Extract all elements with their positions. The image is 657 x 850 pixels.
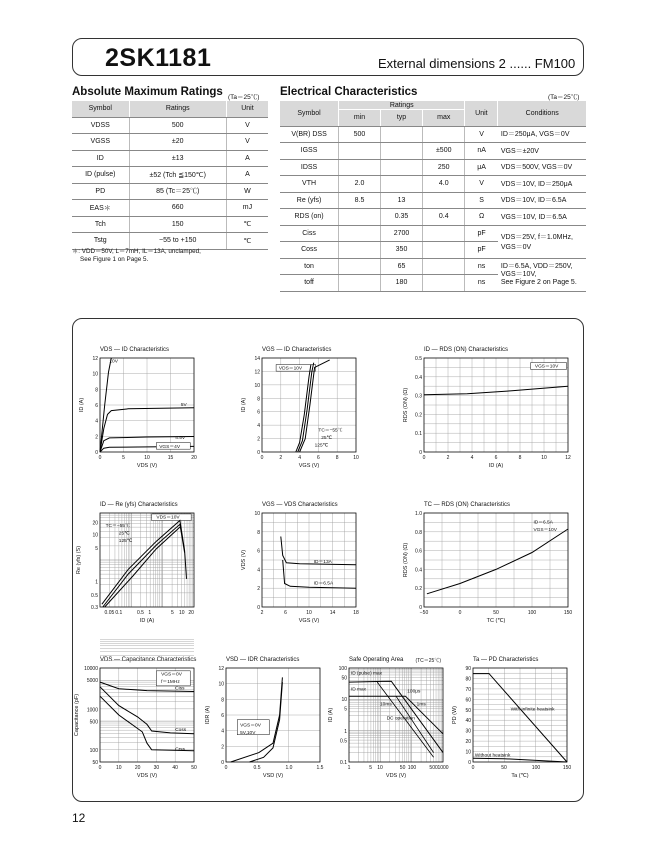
y-tick-label: 2 <box>95 434 98 441</box>
x-tick-label: 6 <box>494 455 498 461</box>
x-tick-label: 4 <box>298 455 301 461</box>
y-tick-label: 90 <box>465 666 471 672</box>
col-ratings: Ratings <box>339 101 465 110</box>
table-cell: EAS＊ <box>72 200 129 217</box>
y-axis-label: Re (yfs) (S) <box>76 545 82 575</box>
curve-label: 125℃ <box>314 443 329 449</box>
x-tick-label: 100 <box>531 765 541 771</box>
x-tick-label: 2 <box>279 455 283 461</box>
x-tick-label: 0 <box>458 610 462 616</box>
y-tick-label: 1000 <box>86 707 98 714</box>
x-tick-label: 6 <box>284 610 287 616</box>
table-cell: ton <box>280 258 339 275</box>
curve-label: VGS＝10V <box>534 364 559 370</box>
abs-max-note: ＊: VDD＝50V, L＝7mH, IL＝13A, unclamped, See Figure 1 on Page 5. <box>72 248 201 263</box>
curve-label: VGS＝0V <box>240 723 261 729</box>
x-axis-label: VDS (V) <box>385 773 407 779</box>
y-tick-label: 8 <box>221 697 224 704</box>
curve-label: Ciss <box>175 686 185 692</box>
table-cell: ℃ <box>226 216 268 233</box>
y-tick-label: 70 <box>465 686 471 693</box>
table-cell: VDSS <box>72 117 129 134</box>
col-max: max <box>423 110 465 127</box>
graph-title: VGS — ID Characteristics <box>262 347 332 353</box>
x-tick-label: 20 <box>134 765 141 771</box>
table-cell: 500 <box>129 117 226 134</box>
graph-g1 <box>79 347 197 469</box>
table-cell: W <box>226 183 268 200</box>
table-cell: 150 <box>129 216 226 233</box>
graph-title: Safe Operating Area <box>349 657 404 663</box>
y-tick-label: 14 <box>254 356 260 362</box>
x-tick-label: 40 <box>172 765 178 771</box>
curve-label: Crss <box>175 747 186 753</box>
table-cell: 2700 <box>380 225 422 242</box>
col-typ: typ <box>380 110 422 127</box>
col-unit: Unit <box>226 101 268 117</box>
y-tick-label: 8 <box>257 396 260 403</box>
y-axis-label: ID (A) <box>328 707 334 723</box>
y-tick-label: 1.0 <box>415 511 422 517</box>
graph-g5 <box>241 502 359 624</box>
col-unit: Unit <box>465 101 498 126</box>
x-tick-label: 50 <box>191 765 197 771</box>
graph-g4 <box>76 502 194 624</box>
y-axis-label: ID (A) <box>79 397 85 413</box>
data-curve <box>396 696 434 752</box>
x-tick-label: 1 <box>148 610 152 616</box>
y-tick-label: 4 <box>257 567 260 574</box>
data-curve <box>105 527 180 607</box>
x-tick-label: 10 <box>377 765 383 771</box>
x-tick-label: 0 <box>98 455 102 461</box>
y-axis-label: ID (A) <box>241 397 247 413</box>
x-tick-label: 10 <box>116 765 122 771</box>
x-tick-label: 8 <box>335 455 339 461</box>
table-cell: VTH <box>280 176 339 193</box>
graph-title: VGS — VDS Characteristics <box>262 502 338 508</box>
y-tick-label: 12 <box>92 356 98 362</box>
curve-label: ID (pulse) max <box>350 671 383 677</box>
curve-label: VDS＝10V <box>278 366 303 372</box>
x-tick-label: 20 <box>191 455 197 461</box>
y-tick-label: 0.4 <box>415 567 422 574</box>
table-cell: Ciss <box>280 225 339 242</box>
graph-g3 <box>403 347 571 469</box>
x-tick-label: 18 <box>353 610 359 616</box>
x-tick-label: 50 <box>493 610 499 616</box>
x-tick-label: 2 <box>260 610 264 616</box>
curve-label: 5V <box>180 402 187 408</box>
table-cell: VDS＝25V, f＝1.0MHz, VGS＝0V <box>498 225 586 258</box>
y-tick-label: 4 <box>95 418 98 425</box>
graph-title: ID — RDS (ON) Characteristics <box>424 347 509 353</box>
abs-max-title: Absolute Maximum Ratings <box>72 86 223 98</box>
table-cell: VDS＝10V, ID＝6.5A <box>498 192 586 209</box>
table-cell: VDS＝500V, VGS＝0V <box>498 159 586 176</box>
x-tick-label: 0 <box>98 765 102 771</box>
y-tick-label: 0.5 <box>340 738 347 745</box>
x-tick-label: 2 <box>446 455 450 461</box>
y-tick-label: 0 <box>257 605 260 611</box>
table-cell: IGSS <box>280 143 339 160</box>
y-tick-label: 100 <box>338 666 347 672</box>
y-tick-label: 10000 <box>84 666 98 672</box>
x-tick-label: 30 <box>153 765 160 771</box>
y-tick-label: 12 <box>218 666 224 672</box>
y-tick-label: 6 <box>221 713 224 719</box>
curve-label: Coss <box>175 727 187 733</box>
x-axis-label: VGS (V) <box>298 463 320 469</box>
curve-label: 10ms <box>380 702 392 708</box>
elec-title: Electrical Characteristics <box>280 86 418 98</box>
table-cell: V(BR) DSS <box>280 126 339 143</box>
table-cell: Ω <box>465 209 498 226</box>
graph-g6 <box>403 502 572 624</box>
curve-label: 125℃ <box>118 539 133 545</box>
table-cell: VDS＝10V, ID＝250μA <box>498 176 586 193</box>
table-cell: 4.0 <box>423 176 465 193</box>
table-cell: Coss <box>280 242 339 259</box>
y-tick-label: 8 <box>257 529 260 536</box>
table-cell: pF <box>465 242 498 259</box>
x-tick-label: 100 <box>407 765 417 771</box>
y-tick-label: 10 <box>341 697 347 704</box>
y-tick-label: 0 <box>419 450 422 456</box>
curve-label: Without heatsink <box>474 753 511 759</box>
table-cell: −55 to +150 <box>129 233 226 250</box>
curve-label: 4.5V <box>175 435 186 441</box>
x-tick-label: 20 <box>188 610 194 616</box>
table-cell: 0.35 <box>380 209 422 226</box>
x-tick-label: 100 <box>527 610 537 616</box>
x-tick-label: 10 <box>178 610 185 616</box>
y-tick-label: 1 <box>95 579 98 586</box>
table-cell: VGS＝10V, ID＝6.5A <box>498 209 586 226</box>
y-tick-label: 12 <box>254 369 260 376</box>
x-tick-label: 10 <box>541 455 547 461</box>
curve-label: 100μs <box>407 689 421 695</box>
y-tick-label: 0.1 <box>415 431 422 438</box>
x-tick-label: 5 <box>369 765 373 771</box>
x-tick-label: 10 <box>353 455 359 461</box>
x-tick-label: 0 <box>224 765 228 771</box>
external-dimensions: External dimensions 2 ...... FM100 <box>378 56 576 71</box>
table-cell: Tch <box>72 216 129 233</box>
x-tick-label: 1.0 <box>285 765 293 771</box>
y-axis-label: VDS (V) <box>241 549 247 571</box>
graph-title: ID — Re (yfs) Characteristics <box>100 502 178 508</box>
x-tick-label: 12 <box>565 455 571 461</box>
table-cell: ±500 <box>423 143 465 160</box>
x-tick-label: 150 <box>562 765 572 771</box>
x-axis-label: VDS (V) <box>136 463 158 469</box>
graph-title: VDS — ID Characteristics <box>100 347 170 353</box>
graph-g2 <box>241 347 359 469</box>
curve-label: 5V,10V <box>240 730 256 736</box>
x-tick-label: 500 <box>429 765 438 771</box>
table-cell: 2.0 <box>339 176 381 193</box>
x-tick-label: 50 <box>399 765 406 771</box>
x-tick-label: 0.05 <box>104 610 115 616</box>
y-tick-label: 0.3 <box>415 393 422 400</box>
x-tick-label: 1000 <box>437 765 449 771</box>
x-tick-label: 15 <box>167 455 174 461</box>
graph-g10 <box>452 657 571 779</box>
table-cell: V <box>226 134 268 151</box>
y-tick-label: 100 <box>89 747 98 754</box>
table-cell: 13 <box>380 192 422 209</box>
table-cell: nA <box>465 143 498 160</box>
y-tick-label: 0.5 <box>91 592 98 599</box>
abs-max-cond: (Ta＝25℃) <box>228 94 260 101</box>
y-tick-label: 0 <box>257 450 260 456</box>
y-tick-label: 0 <box>419 605 422 611</box>
x-tick-label: 14 <box>329 610 336 616</box>
graph-title: VDS — Capacitance Characteristics <box>100 657 197 663</box>
y-tick-label: 0.2 <box>415 586 422 593</box>
table-cell: ±20 <box>129 134 226 151</box>
table-cell: A <box>226 167 268 184</box>
y-tick-label: 50 <box>92 760 98 766</box>
y-tick-label: 0.6 <box>415 548 422 555</box>
y-tick-label: 10 <box>92 532 98 539</box>
curve-label: f＝1MHz <box>161 680 180 686</box>
table-cell: VGS＝±20V <box>498 143 586 160</box>
y-tick-label: 5 <box>344 706 347 713</box>
y-tick-label: 10 <box>218 681 224 688</box>
table-cell: V <box>465 126 498 143</box>
y-axis-label: IDR (A) <box>205 705 211 725</box>
graph-g8 <box>205 657 324 779</box>
x-tick-label: 4 <box>470 455 474 461</box>
table-cell: μA <box>465 159 498 176</box>
data-curve <box>427 529 568 594</box>
y-tick-label: 0 <box>221 760 224 766</box>
curve-label: ID＝6.5A <box>533 520 553 526</box>
table-cell: S <box>465 192 498 209</box>
x-tick-label: 0 <box>260 455 264 461</box>
y-tick-label: 40 <box>465 718 471 725</box>
x-tick-label: 10 <box>144 455 150 461</box>
curve-label: 1ms <box>416 702 426 708</box>
y-tick-label: 0.5 <box>415 356 422 362</box>
table-cell: VGSS <box>72 134 129 151</box>
table-cell: 180 <box>380 275 422 292</box>
col-min: min <box>339 110 381 127</box>
y-tick-label: 10 <box>254 382 260 389</box>
part-number: 2SK1181 <box>105 44 212 72</box>
curve-label: TC＝−55℃ <box>105 524 130 530</box>
curve-label: VGS＝0V <box>161 672 182 678</box>
x-axis-label: ID (A) <box>488 463 504 469</box>
x-tick-label: 6 <box>317 455 320 461</box>
data-curve <box>296 365 311 452</box>
x-tick-label: 150 <box>563 610 573 616</box>
y-tick-label: 1 <box>344 728 347 735</box>
table-cell: PD <box>72 183 129 200</box>
y-tick-label: 50 <box>341 675 347 682</box>
table-cell: 8.5 <box>339 192 381 209</box>
curve-label: 25℃ <box>321 435 332 441</box>
curve-label: TC＝−55℃ <box>318 428 343 434</box>
table-cell: 660 <box>129 200 226 217</box>
y-tick-label: 2 <box>257 586 260 593</box>
y-tick-label: 20 <box>92 520 98 527</box>
col-symbol: Symbol <box>72 101 129 117</box>
curve-label: DC operation <box>386 716 415 722</box>
x-tick-label: 1 <box>347 765 351 771</box>
table-cell: A <box>226 150 268 167</box>
table-cell: ID (pulse) <box>72 167 129 184</box>
table-cell: 250 <box>423 159 465 176</box>
x-tick-label: 50 <box>501 765 507 771</box>
table-cell: 500 <box>339 126 381 143</box>
y-tick-label: 8 <box>95 387 98 394</box>
y-tick-label: 0.4 <box>415 374 422 381</box>
y-tick-label: 50 <box>465 707 471 714</box>
table-cell: pF <box>465 225 498 242</box>
table-cell: RDS (on) <box>280 209 339 226</box>
x-tick-label: 5 <box>122 455 125 461</box>
y-tick-label: 80 <box>465 676 471 683</box>
y-tick-label: 4 <box>221 728 224 735</box>
y-tick-label: 6 <box>257 409 260 416</box>
x-tick-label: 10 <box>306 610 312 616</box>
y-tick-label: 2 <box>221 744 224 751</box>
y-axis-label: Capacitance (pF) <box>74 693 80 737</box>
table-cell: Re (yfs) <box>280 192 339 209</box>
y-tick-label: 0.8 <box>415 529 422 536</box>
y-tick-label: 30 <box>465 728 471 735</box>
y-tick-label: 5000 <box>86 678 98 685</box>
y-tick-label: 10 <box>254 511 260 517</box>
y-axis-label: PD (W) <box>452 705 458 725</box>
y-tick-label: 0.2 <box>415 412 422 419</box>
table-cell: ID＝250μA, VGS＝0V <box>498 126 586 143</box>
y-tick-label: 0 <box>95 450 98 456</box>
graph-title: Ta — PD Characteristics <box>473 657 539 663</box>
table-cell: V <box>226 117 268 134</box>
x-axis-label: TC (℃) <box>486 618 506 624</box>
col-symbol: Symbol <box>280 101 339 126</box>
page-number: 12 <box>72 811 86 825</box>
y-tick-label: 2 <box>257 436 260 443</box>
x-tick-label: 0 <box>422 455 426 461</box>
curve-label: VDS＝10V <box>156 515 180 521</box>
x-axis-label: VGS (V) <box>298 618 320 624</box>
table-cell: toff <box>280 275 339 292</box>
curve-label: ID＝13A <box>313 559 332 565</box>
table-cell: ℃ <box>226 233 268 250</box>
x-tick-label: 0 <box>471 765 475 771</box>
table-cell: ns <box>465 258 498 275</box>
y-tick-label: 60 <box>465 697 471 704</box>
x-tick-label: 5 <box>170 610 174 616</box>
y-tick-label: 20 <box>465 739 471 746</box>
x-axis-label: VSD (V) <box>262 773 284 779</box>
table-cell: ID＝6.5A, VDD＝250V, VGS＝10V, See Figure 2 on Page 5. <box>498 258 586 291</box>
curve-label: VGS＝4V <box>159 444 181 450</box>
graph-title: TC — RDS (ON) Characteristics <box>424 502 511 508</box>
curve-label: ID＝6.5A <box>313 581 334 587</box>
table-cell: 65 <box>380 258 422 275</box>
x-tick-label: −50 <box>419 610 429 616</box>
graph-condition: (TC＝25℃) <box>415 658 441 664</box>
table-cell: Tstg <box>72 233 129 250</box>
x-tick-label: 0.1 <box>115 610 123 616</box>
y-tick-label: 0.3 <box>91 605 98 611</box>
table-cell: 350 <box>380 242 422 259</box>
data-curve <box>349 696 443 734</box>
graph-title: VSD — IDR Characteristics <box>226 657 300 663</box>
x-axis-label: Ta (℃) <box>511 773 529 779</box>
y-tick-label: 0.1 <box>340 760 347 766</box>
elec-cond: (Ta＝25℃) <box>548 94 580 101</box>
table-cell: V <box>465 176 498 193</box>
plot-border <box>262 358 356 452</box>
x-tick-label: 8 <box>518 455 522 461</box>
table-cell: ±13 <box>129 150 226 167</box>
table-cell: mJ <box>226 200 268 217</box>
col-ratings: Ratings <box>129 101 226 117</box>
table-cell: ns <box>465 275 498 292</box>
table-cell: 0.4 <box>423 209 465 226</box>
table-cell: ID <box>72 150 129 167</box>
y-tick-label: 5 <box>95 545 98 552</box>
y-axis-label: RDS (ON) (Ω) <box>403 542 409 578</box>
y-axis-label: RDS (ON) (Ω) <box>403 387 409 423</box>
y-tick-label: 6 <box>257 548 260 555</box>
y-tick-label: 10 <box>92 371 98 378</box>
curve-label: ID max <box>350 687 367 693</box>
table-cell: IDSS <box>280 159 339 176</box>
y-tick-label: 0 <box>468 760 471 766</box>
curve-label: 25℃ <box>118 531 130 537</box>
curve-label: VGS＝10V <box>533 527 557 533</box>
x-axis-label: VDS (V) <box>136 773 158 779</box>
graph-g9 <box>328 657 449 779</box>
x-axis-label: ID (A) <box>139 618 155 624</box>
table-cell: 85 (Tc＝25℃) <box>129 183 226 200</box>
x-tick-label: 1.5 <box>316 765 324 771</box>
curve-label: With infinite heatsink <box>510 707 555 713</box>
x-tick-label: 0.5 <box>136 610 144 616</box>
y-tick-label: 6 <box>95 403 98 409</box>
y-tick-label: 4 <box>257 423 260 430</box>
y-tick-label: 500 <box>89 719 98 726</box>
y-tick-label: 10 <box>465 749 471 756</box>
table-cell: ±52 (Tch ≦150℃) <box>129 167 226 184</box>
graph-g7 <box>74 639 197 779</box>
col-conditions: Conditions <box>498 101 586 126</box>
curve-label: 10V <box>109 359 118 365</box>
x-tick-label: 0.5 <box>253 765 261 771</box>
